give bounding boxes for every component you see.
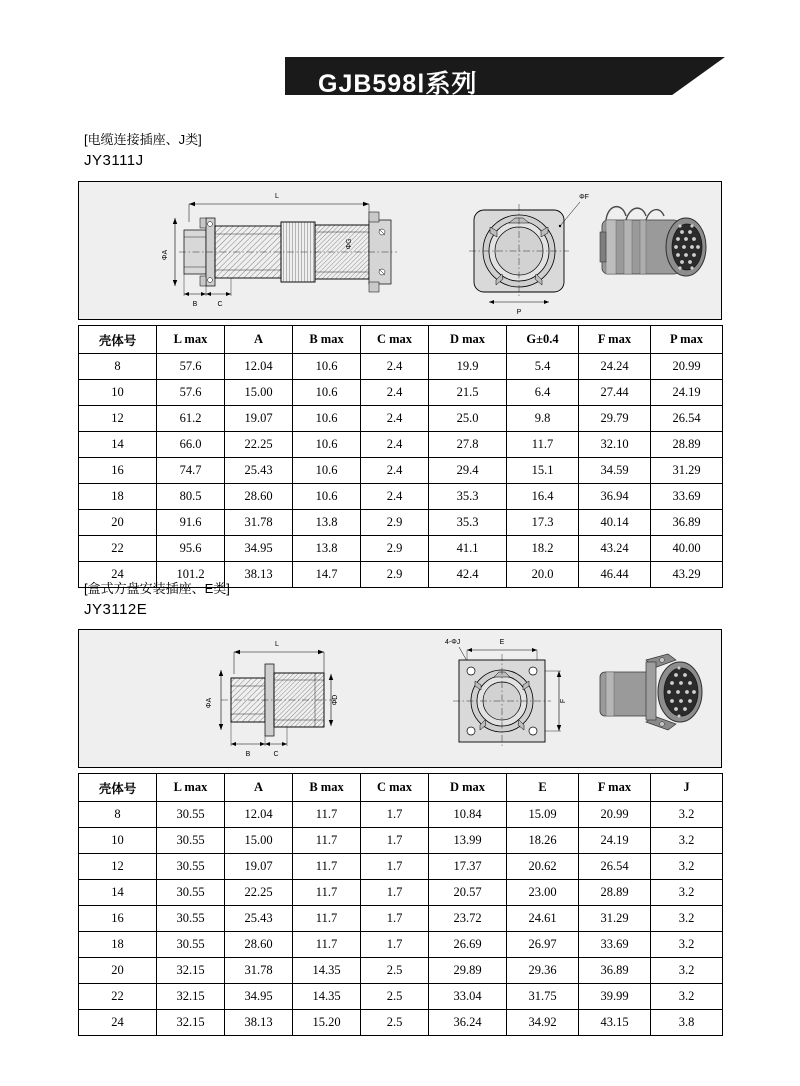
table-header-row	[79, 326, 723, 354]
cell: 10.6	[293, 354, 361, 380]
cell: 28.89	[579, 880, 651, 906]
cell: 2.5	[361, 1010, 429, 1036]
cell: 24.19	[579, 828, 651, 854]
cell: 35.3	[429, 510, 507, 536]
cell: 2.9	[361, 562, 429, 588]
cell: 3.2	[651, 802, 723, 828]
cell: 19.07	[225, 406, 293, 432]
cell: 16.4	[507, 484, 579, 510]
cell: 20	[79, 958, 157, 984]
cell: 18	[79, 932, 157, 958]
cell: 35.3	[429, 484, 507, 510]
cell: 11.7	[293, 802, 361, 828]
cell: 42.4	[429, 562, 507, 588]
cell: 1.7	[361, 828, 429, 854]
svg-text:ΦD: ΦD	[332, 694, 339, 706]
svg-text:B: B	[245, 751, 251, 758]
col-header: C max	[361, 326, 429, 354]
cell: 46.44	[579, 562, 651, 588]
col-header: P max	[651, 326, 723, 354]
col-header: F max	[579, 326, 651, 354]
col-header: L max	[157, 774, 225, 802]
cell: 43.15	[579, 1010, 651, 1036]
col-header: E	[507, 774, 579, 802]
cell: 80.5	[157, 484, 225, 510]
table-header-row	[79, 774, 723, 802]
cell: 2.9	[361, 536, 429, 562]
cell: 15.1	[507, 458, 579, 484]
cell: 21.5	[429, 380, 507, 406]
cell: 18	[79, 484, 157, 510]
cell: 34.92	[507, 1010, 579, 1036]
cell: 2.4	[361, 458, 429, 484]
cell: 11.7	[293, 880, 361, 906]
cell: 34.59	[579, 458, 651, 484]
cell: 19.07	[225, 854, 293, 880]
cell: 2.4	[361, 354, 429, 380]
cell: 5.4	[507, 354, 579, 380]
col-header: G±0.4	[507, 326, 579, 354]
cell: 15.00	[225, 828, 293, 854]
section-1-code: JY3111J	[84, 152, 144, 169]
cell: 30.55	[157, 828, 225, 854]
cell: 22	[79, 536, 157, 562]
cell: 33.69	[579, 932, 651, 958]
cell: 12.04	[225, 354, 293, 380]
svg-text:ΦA: ΦA	[206, 697, 213, 709]
cell: 20.62	[507, 854, 579, 880]
cell: 28.60	[225, 932, 293, 958]
cell: 91.6	[157, 510, 225, 536]
cell: 29.4	[429, 458, 507, 484]
svg-text:4-ΦJ: 4-ΦJ	[445, 639, 461, 646]
cell: 2.4	[361, 380, 429, 406]
col-header: D max	[429, 326, 507, 354]
cell: 15.20	[293, 1010, 361, 1036]
cell: 31.29	[579, 906, 651, 932]
cell: 39.99	[579, 984, 651, 1010]
cell: 43.29	[651, 562, 723, 588]
cell: 3.2	[651, 880, 723, 906]
cell: 10	[79, 380, 157, 406]
cell: 26.69	[429, 932, 507, 958]
page-title: GJB598Ⅰ系列	[318, 70, 478, 98]
cell: 61.2	[157, 406, 225, 432]
cell: 34.95	[225, 536, 293, 562]
cell: 10.6	[293, 484, 361, 510]
table-row	[79, 828, 723, 854]
cell: 20.99	[579, 802, 651, 828]
cell: 30.55	[157, 932, 225, 958]
col-header: 壳体号	[79, 326, 157, 354]
cell: 10.6	[293, 380, 361, 406]
svg-text:ΦG: ΦG	[346, 238, 353, 250]
cell: 26.54	[579, 854, 651, 880]
table-row	[79, 958, 723, 984]
section-2-table	[78, 773, 723, 1036]
table-row	[79, 1010, 723, 1036]
table-row	[79, 802, 723, 828]
cell: 41.1	[429, 536, 507, 562]
cell: 1.7	[361, 802, 429, 828]
cell: 14.35	[293, 984, 361, 1010]
cell: 31.78	[225, 958, 293, 984]
table-row	[79, 932, 723, 958]
cell: 57.6	[157, 380, 225, 406]
table-row	[79, 354, 723, 380]
col-header: F max	[579, 774, 651, 802]
cell: 33.69	[651, 484, 723, 510]
cell: 2.5	[361, 984, 429, 1010]
table-row	[79, 380, 723, 406]
cell: 3.2	[651, 828, 723, 854]
cell: 28.60	[225, 484, 293, 510]
cell: 20.0	[507, 562, 579, 588]
cell: 101.2	[157, 562, 225, 588]
cell: 20	[79, 510, 157, 536]
cell: 13.8	[293, 536, 361, 562]
table-row	[79, 484, 723, 510]
cell: 36.89	[651, 510, 723, 536]
table-row	[79, 906, 723, 932]
cell: 2.4	[361, 484, 429, 510]
cell: 2.9	[361, 510, 429, 536]
table-row	[79, 984, 723, 1010]
table-row	[79, 536, 723, 562]
table-row	[79, 432, 723, 458]
svg-text:F: F	[560, 698, 567, 704]
cell: 95.6	[157, 536, 225, 562]
cell: 31.75	[507, 984, 579, 1010]
cell: 6.4	[507, 380, 579, 406]
cell: 22	[79, 984, 157, 1010]
cell: 8	[79, 802, 157, 828]
col-header: B max	[293, 774, 361, 802]
cell: 1.7	[361, 854, 429, 880]
cell: 10	[79, 828, 157, 854]
cell: 9.8	[507, 406, 579, 432]
cell: 10.6	[293, 458, 361, 484]
cell: 57.6	[157, 354, 225, 380]
cell: 1.7	[361, 906, 429, 932]
cell: 38.13	[225, 562, 293, 588]
figure-1-drawing	[79, 182, 721, 319]
cell: 33.04	[429, 984, 507, 1010]
cell: 2.4	[361, 432, 429, 458]
cell: 10.84	[429, 802, 507, 828]
cell: 11.7	[293, 828, 361, 854]
cell: 3.2	[651, 906, 723, 932]
cell: 66.0	[157, 432, 225, 458]
cell: 1.7	[361, 932, 429, 958]
cell: 23.72	[429, 906, 507, 932]
cell: 36.94	[579, 484, 651, 510]
cell: 30.55	[157, 854, 225, 880]
col-header: J	[651, 774, 723, 802]
cell: 12	[79, 406, 157, 432]
cell: 14	[79, 432, 157, 458]
table-row	[79, 458, 723, 484]
svg-text:L: L	[275, 641, 279, 648]
col-header: A	[225, 326, 293, 354]
cell: 29.36	[507, 958, 579, 984]
section-2-code: JY3112E	[84, 601, 148, 618]
cell: 32.15	[157, 958, 225, 984]
cell: 27.8	[429, 432, 507, 458]
cell: 8	[79, 354, 157, 380]
cell: 26.54	[651, 406, 723, 432]
col-header: B max	[293, 326, 361, 354]
cell: 24.24	[579, 354, 651, 380]
cell: 20.57	[429, 880, 507, 906]
svg-text:ΦF: ΦF	[579, 194, 589, 201]
cell: 1.7	[361, 880, 429, 906]
svg-text:ΦA: ΦA	[162, 249, 169, 261]
section-2-figure	[78, 629, 722, 768]
cell: 3.2	[651, 958, 723, 984]
svg-text:L: L	[275, 193, 279, 200]
cell: 14	[79, 880, 157, 906]
section-1-label: [电缆连接插座、J类]	[84, 132, 202, 147]
cell: 22.25	[225, 432, 293, 458]
svg-text:C: C	[217, 301, 223, 308]
cell: 25.0	[429, 406, 507, 432]
cell: 30.55	[157, 906, 225, 932]
cell: 32.15	[157, 984, 225, 1010]
svg-text:P: P	[516, 309, 522, 316]
cell: 17.3	[507, 510, 579, 536]
cell: 13.8	[293, 510, 361, 536]
cell: 15.00	[225, 380, 293, 406]
cell: 31.29	[651, 458, 723, 484]
cell: 24	[79, 1010, 157, 1036]
cell: 24.61	[507, 906, 579, 932]
col-header: C max	[361, 774, 429, 802]
cell: 32.15	[157, 1010, 225, 1036]
cell: 23.00	[507, 880, 579, 906]
cell: 26.97	[507, 932, 579, 958]
cell: 43.24	[579, 536, 651, 562]
col-header: A	[225, 774, 293, 802]
table-row	[79, 406, 723, 432]
cell: 32.10	[579, 432, 651, 458]
cell: 10.6	[293, 406, 361, 432]
cell: 31.78	[225, 510, 293, 536]
cell: 11.7	[293, 906, 361, 932]
cell: 12	[79, 854, 157, 880]
cell: 2.5	[361, 958, 429, 984]
cell: 18.26	[507, 828, 579, 854]
table-row	[79, 880, 723, 906]
section-1-figure	[78, 181, 722, 320]
col-header: L max	[157, 326, 225, 354]
svg-text:B: B	[192, 301, 198, 308]
cell: 24	[79, 562, 157, 588]
cell: 40.14	[579, 510, 651, 536]
cell: 3.2	[651, 984, 723, 1010]
cell: 24.19	[651, 380, 723, 406]
header-banner	[0, 57, 800, 97]
cell: 36.89	[579, 958, 651, 984]
cell: 13.99	[429, 828, 507, 854]
cell: 29.89	[429, 958, 507, 984]
svg-text:C: C	[273, 751, 279, 758]
cell: 40.00	[651, 536, 723, 562]
col-header: 壳体号	[79, 774, 157, 802]
cell: 22.25	[225, 880, 293, 906]
figure-2-drawing	[79, 630, 721, 767]
cell: 3.8	[651, 1010, 723, 1036]
cell: 3.2	[651, 854, 723, 880]
cell: 25.43	[225, 458, 293, 484]
cell: 27.44	[579, 380, 651, 406]
cell: 74.7	[157, 458, 225, 484]
cell: 34.95	[225, 984, 293, 1010]
cell: 10.6	[293, 432, 361, 458]
cell: 15.09	[507, 802, 579, 828]
cell: 11.7	[507, 432, 579, 458]
table-row	[79, 510, 723, 536]
cell: 11.7	[293, 932, 361, 958]
cell: 36.24	[429, 1010, 507, 1036]
cell: 25.43	[225, 906, 293, 932]
cell: 30.55	[157, 802, 225, 828]
cell: 14.7	[293, 562, 361, 588]
cell: 16	[79, 458, 157, 484]
cell: 19.9	[429, 354, 507, 380]
cell: 2.4	[361, 406, 429, 432]
cell: 18.2	[507, 536, 579, 562]
col-header: D max	[429, 774, 507, 802]
cell: 28.89	[651, 432, 723, 458]
cell: 11.7	[293, 854, 361, 880]
cell: 38.13	[225, 1010, 293, 1036]
section-1-table	[78, 325, 723, 588]
section-2-label: [盒式方盘安装插座、E类]	[84, 581, 230, 596]
cell: 29.79	[579, 406, 651, 432]
cell: 16	[79, 906, 157, 932]
cell: 14.35	[293, 958, 361, 984]
cell: 12.04	[225, 802, 293, 828]
cell: 30.55	[157, 880, 225, 906]
cell: 3.2	[651, 932, 723, 958]
table-row	[79, 854, 723, 880]
cell: 17.37	[429, 854, 507, 880]
cell: 20.99	[651, 354, 723, 380]
svg-text:E: E	[499, 639, 505, 646]
